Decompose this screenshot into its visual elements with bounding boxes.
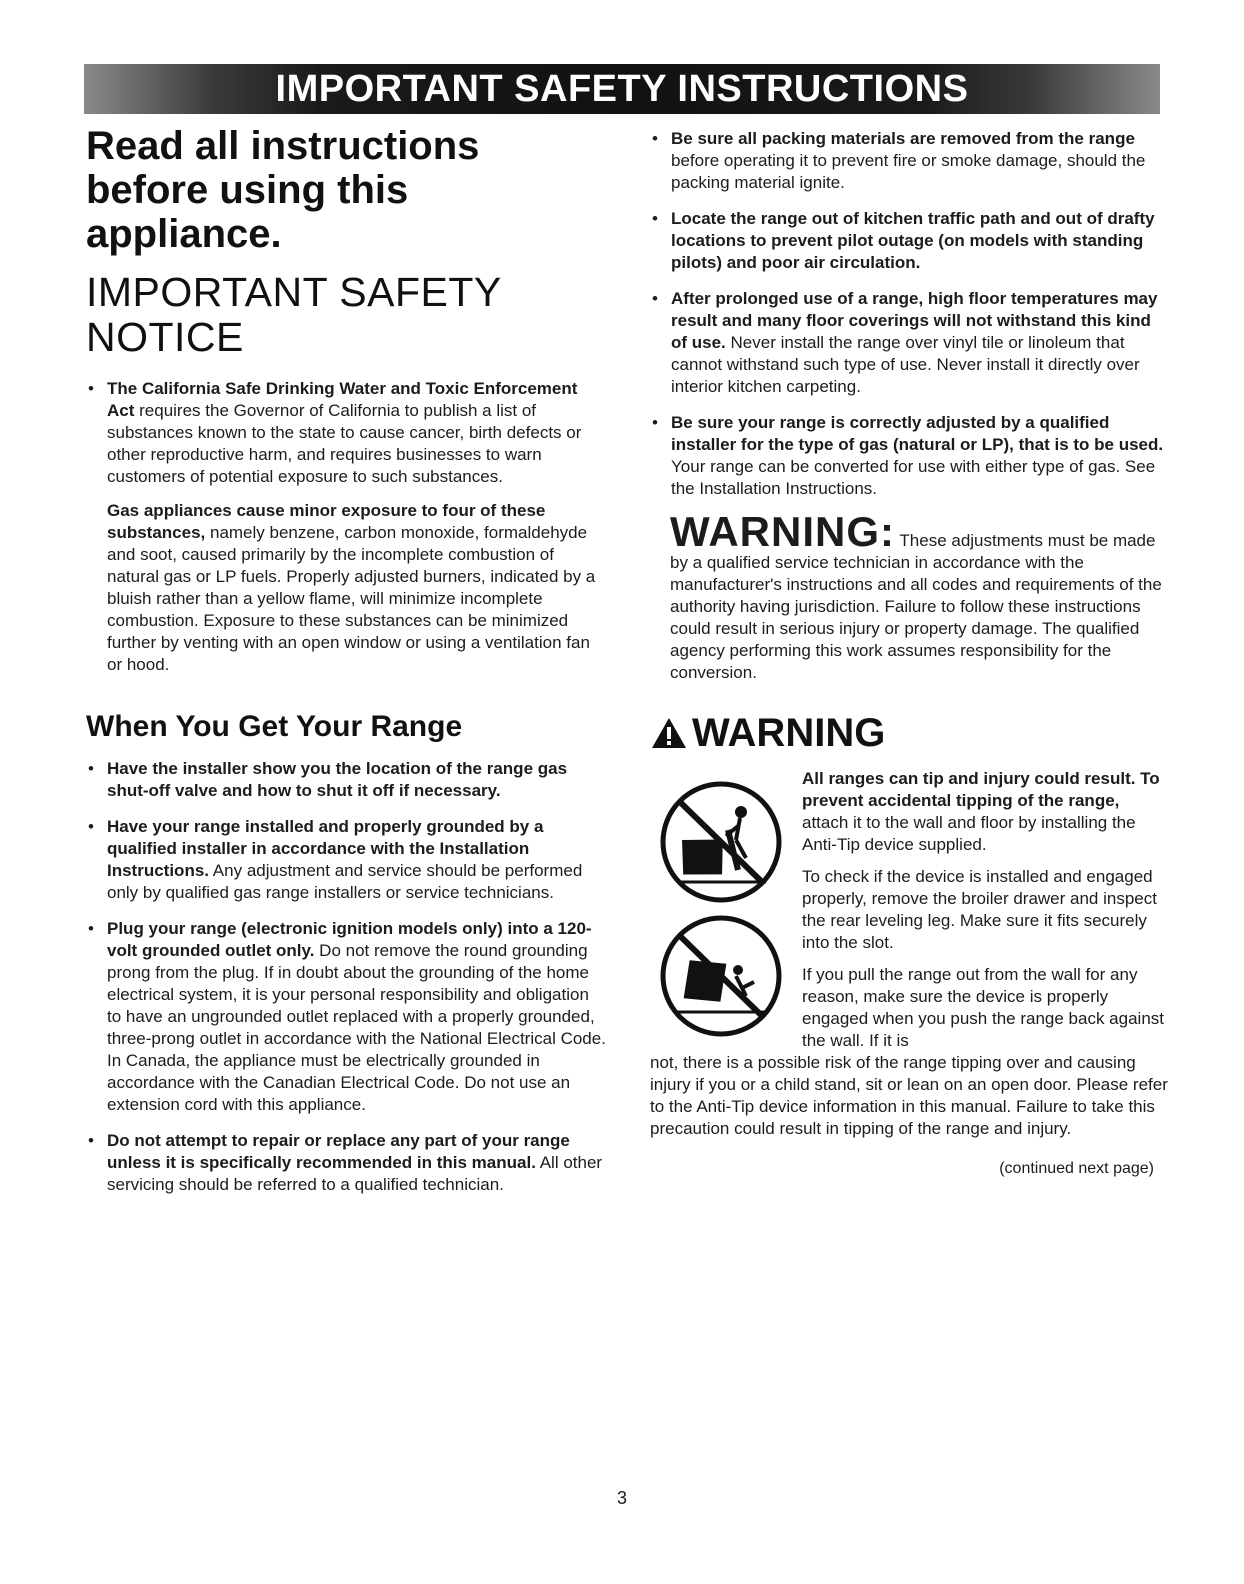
- bullet-bold-text: After prolonged use of a range, high floor temperatures may result and many floor coverings will not withstand this kind of use.: [671, 289, 1158, 352]
- bullet-bold-text: Plug your range (electronic ignition models only) into a 120-volt grounded outlet only.: [107, 919, 592, 960]
- bullet-bold-text: Do not attempt to repair or replace any part of your range unless it is specifically recommended in this manual.: [107, 1131, 570, 1172]
- bullet-text: requires the Governor of California to publish a list of substances known to the state to cause cancer, birth defects or other reproductive harm, and requires businesses to warn customers of potential exposure to such substances.: [107, 401, 582, 486]
- tipping-risk-paragraph: not, there is a possible risk of the range tipping over and causing injury if you or a child stand, sit or lean on an open door. Please refer to the Anti-Tip device information in this manual. Failure to take this precaution could result in tipping of the range and injury.: [650, 1053, 1168, 1138]
- bullet-text: All other servicing should be referred to a qualified technician.: [107, 1153, 603, 1194]
- list-item: [86, 1130, 606, 1196]
- anti-tip-warning-body: [650, 768, 1170, 1140]
- paragraph-text: attach it to the wall and floor by installing the Anti-Tip device supplied.: [802, 813, 1136, 854]
- bullet-bold-text: Locate the range out of kitchen traffic path and out of drafty locations to prevent pilot outage (on models with standing pilots) and poor air circulation.: [671, 209, 1155, 272]
- list-item: [86, 816, 606, 904]
- bullet-bold-text: Be sure your range is correctly adjusted by a qualified installer for the type of gas (natural or LP), that is to be used.: [671, 413, 1164, 454]
- warning-text: These adjustments must be made by a qualified service technician in accordance with the manufacturer's instructions and all codes and requirements of the authority having jurisdiction. Failure to follow these instructions could result in serious injury or property damage. The qualified agency performing this work assumes responsibility for the conversion.: [670, 531, 1162, 682]
- bullet-bold-text: The California Safe Drinking Water and Toxic Enforcement Act: [107, 379, 578, 420]
- list-item: [650, 412, 1170, 500]
- warning-title-text: WARNING: [692, 711, 886, 755]
- pull-range-paragraph: If you pull the range out from the wall for any reason, make sure the device is properly engaged when you push the range back against the wall. If it is: [802, 965, 1164, 1050]
- list-item: [650, 128, 1170, 194]
- paragraph-bold-text: Gas appliances cause minor exposure to four of these substances,: [107, 501, 546, 542]
- read-instructions-heading: Read all instructions before using this appliance.: [86, 124, 480, 256]
- anti-tip-warning: [650, 710, 1170, 1140]
- list-item: [650, 208, 1170, 274]
- list-item: [86, 918, 606, 1116]
- list-item: [86, 378, 606, 488]
- paragraph-text: namely benzene, carbon monoxide, formaldehyde and soot, caused primarily by the incomplete combustion of natural gas or LP fuels. Properly adjusted burners, indicated by a bluish rather than a yellow flame, will minimize incomplete combustion. Exposure to these substances can be minimized further by venting with an open window or using a ventilation fan or hood.: [107, 523, 596, 674]
- adjustment-warning: [650, 508, 1170, 684]
- range-setup-list: [650, 128, 1170, 500]
- when-you-get-range-heading: When You Get Your Range: [86, 710, 463, 743]
- range-list: [86, 758, 606, 1196]
- bullet-bold-text: Have your range installed and properly grounded by a qualified installer in accordance with the Installation Instructions.: [107, 817, 544, 880]
- bullet-bold-text: Have the installer show you the location of the range gas shut-off valve and how to shut it off if necessary.: [107, 759, 568, 800]
- list-item: [650, 288, 1170, 398]
- continued-note: (continued next page): [999, 1160, 1154, 1177]
- section-banner: IMPORTANT SAFETY INSTRUCTIONS: [84, 64, 1160, 114]
- anti-tip-paragraph: [802, 768, 1170, 856]
- bullet-text: Do not remove the round grounding prong from the plug. If in doubt about the grounding of the home electrical system, it is your personal responsibility and obligation to have an ungrounded outlet replaced with a properly grounded, three-prong outlet in accordance with the National Electrical Code. In Canada, the appliance must be electrically grounded in accordance with the Canadian Electrical Code. Do not use an extension cord with this appliance.: [107, 941, 606, 1114]
- anti-tip-icons: [656, 778, 792, 1040]
- bullet-text: Never install the range over vinyl tile or linoleum that cannot withstand such type of use. Never install it directly over interior kitchen carpeting.: [671, 333, 1140, 396]
- warning-triangle-icon: [650, 714, 688, 760]
- check-device-paragraph: To check if the device is installed and engaged properly, remove the broiler drawer and inspect the rear leveling leg. Make sure it fits securely into the slot.: [802, 867, 1157, 952]
- page-number: 3: [616, 1488, 627, 1508]
- bullet-text: Your range can be converted for use with either type of gas. See the Installation Instructions.: [671, 457, 1156, 498]
- warning-label: WARNING:: [670, 508, 895, 555]
- range-tipping-prohibited-icon: [656, 778, 786, 906]
- bullet-text: before operating it to prevent fire or smoke damage, should the packing material ignite.: [671, 151, 1146, 192]
- bullet-text: Any adjustment and service should be performed only by qualified gas range installers or service technicians.: [107, 861, 583, 902]
- bullet-bold-text: Be sure all packing materials are removed from the range: [671, 129, 1135, 148]
- notice-list: [86, 378, 606, 488]
- child-tipping-prohibited-icon: [656, 912, 786, 1040]
- right-column: [650, 128, 1170, 1180]
- anti-tip-warning-title: [650, 710, 1170, 760]
- list-item: [86, 758, 606, 802]
- paragraph-bold-text: All ranges can tip and injury could result. To prevent accidental tipping of the range,: [802, 769, 1160, 810]
- left-column: [86, 124, 606, 1196]
- safety-notice-heading: IMPORTANT SAFETY NOTICE: [86, 269, 502, 360]
- gas-exposure-paragraph: [86, 500, 606, 676]
